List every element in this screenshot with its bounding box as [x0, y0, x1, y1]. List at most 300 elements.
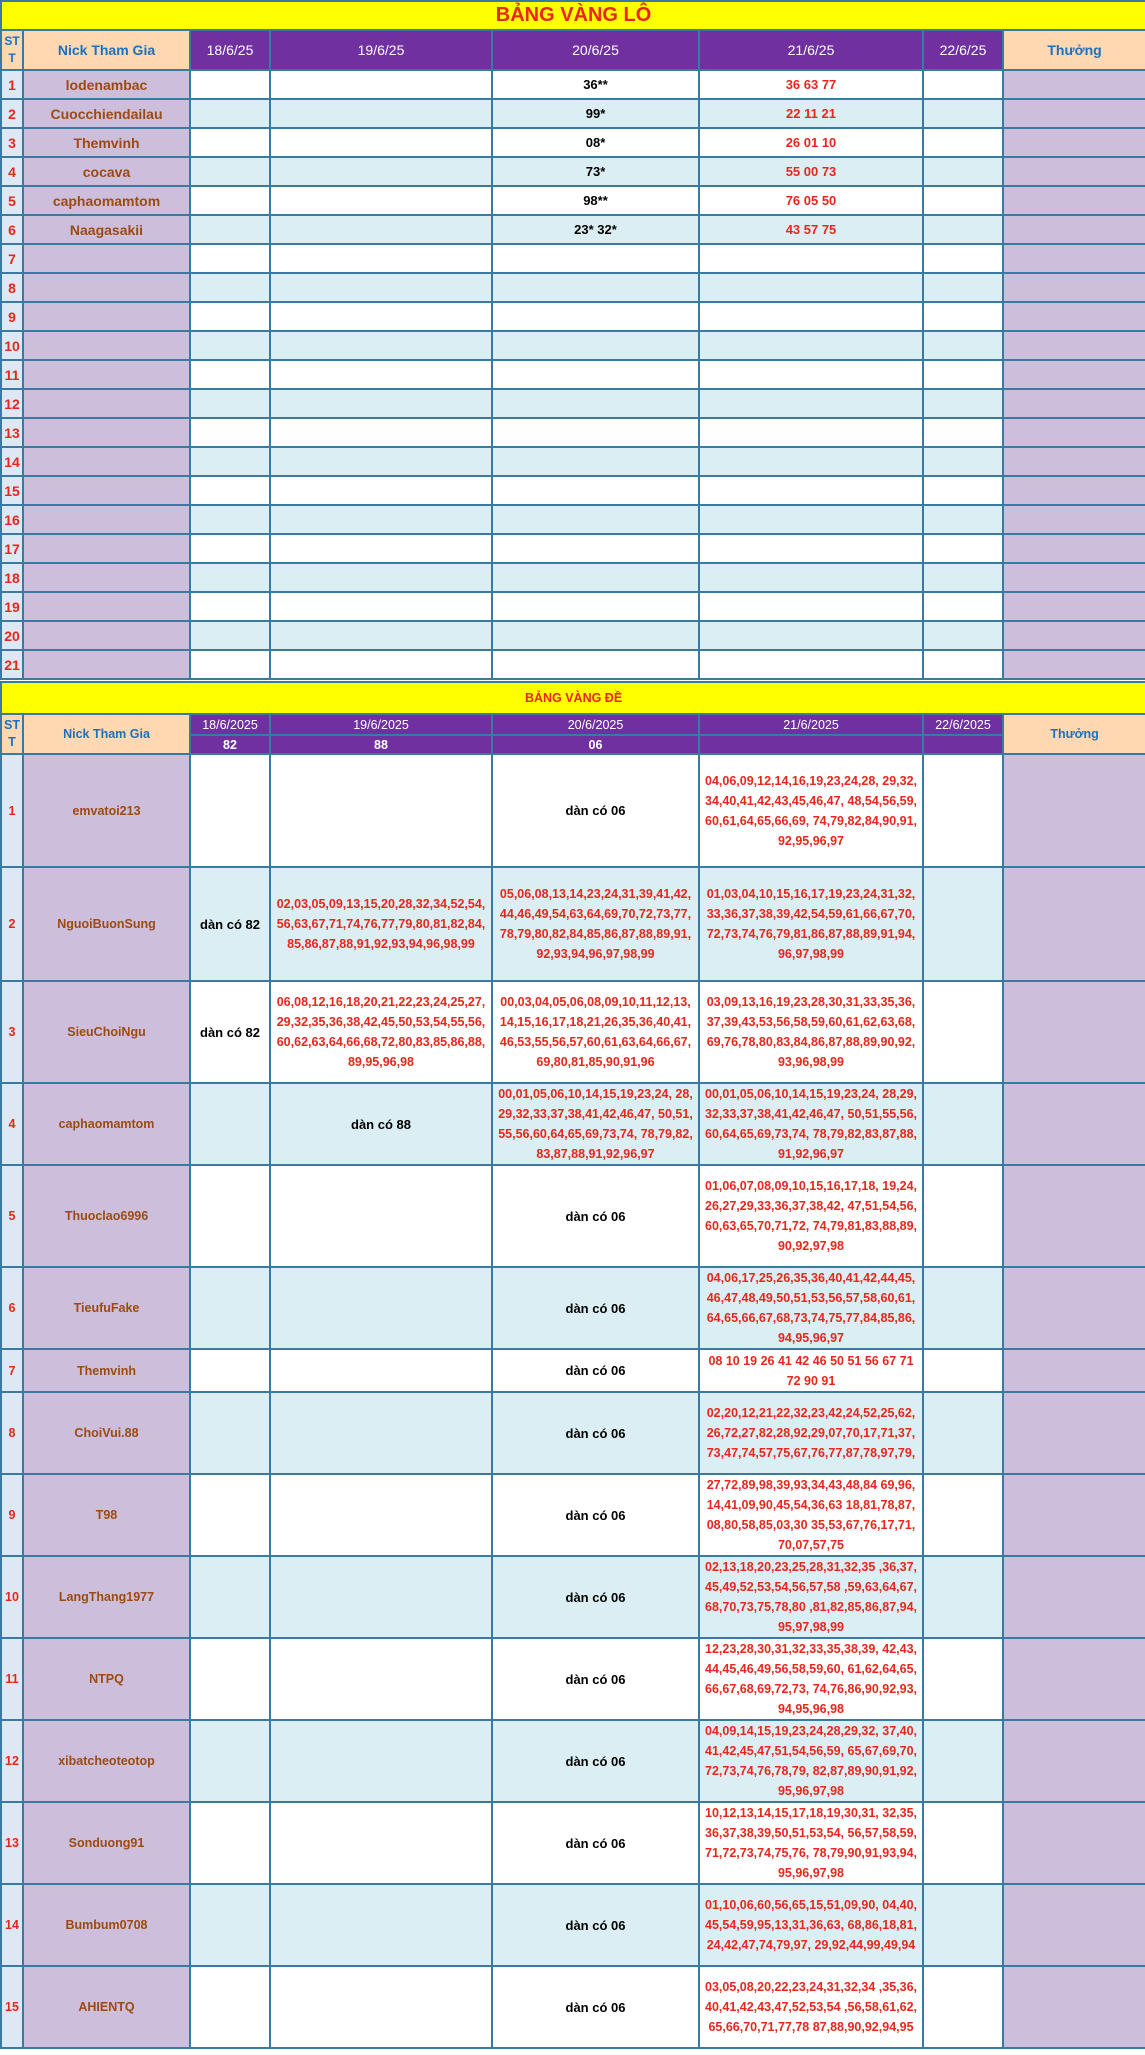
lo-cell-21 [699, 534, 923, 563]
lo-stt-cell: 6 [1, 215, 23, 244]
lo-cell-20 [492, 331, 699, 360]
de-cell-18 [190, 1392, 270, 1474]
lo-stt-cell: 18 [1, 563, 23, 592]
lo-cell-19 [270, 418, 492, 447]
de-table-row [1, 1474, 1145, 1556]
lo-cell-18 [190, 621, 270, 650]
de-date-header: 22/6/2025 [923, 714, 1003, 735]
lo-date-header: 21/6/25 [699, 30, 923, 70]
lo-table-row [1, 302, 1145, 331]
lo-cell-22 [923, 534, 1003, 563]
de-cell-18 [190, 1083, 270, 1165]
lo-cell-20 [492, 621, 699, 650]
lo-cell-20 [492, 534, 699, 563]
de-nick-cell: ChoiVui.88 [23, 1392, 190, 1474]
lo-cell-19 [270, 592, 492, 621]
lo-cell-22 [923, 592, 1003, 621]
de-cell-19 [270, 1638, 492, 1720]
lo-thuong-cell [1003, 534, 1145, 563]
lo-thuong-cell [1003, 447, 1145, 476]
de-stt-cell: 15 [1, 1966, 23, 2048]
lo-table-row [1, 621, 1145, 650]
de-stt-cell: 9 [1, 1474, 23, 1556]
de-thuong-cell [1003, 1392, 1145, 1474]
de-stt-header: ST T [1, 714, 23, 754]
de-table-row [1, 1556, 1145, 1638]
de-cell-19: dàn có 88 [270, 1083, 492, 1165]
lo-cell-20: 23* 32* [492, 215, 699, 244]
lo-cell-18 [190, 99, 270, 128]
de-stt-cell: 10 [1, 1556, 23, 1638]
lo-cell-19 [270, 621, 492, 650]
lo-cell-18 [190, 534, 270, 563]
de-cell-18 [190, 1474, 270, 1556]
lo-cell-19 [270, 505, 492, 534]
lo-nick-cell [23, 447, 190, 476]
de-rows [1, 754, 1145, 2048]
lo-cell-20: 73* [492, 157, 699, 186]
de-thuong-cell [1003, 754, 1145, 867]
de-cell-19 [270, 1720, 492, 1802]
lo-stt-header: ST T [1, 30, 23, 70]
de-thuong-cell [1003, 1802, 1145, 1884]
de-cell-22 [923, 1083, 1003, 1165]
de-cell-22 [923, 981, 1003, 1083]
lo-stt-cell: 11 [1, 360, 23, 389]
de-nick-cell: emvatoi213 [23, 754, 190, 867]
lo-cell-19 [270, 215, 492, 244]
lo-cell-20 [492, 505, 699, 534]
lo-cell-18 [190, 331, 270, 360]
lo-thuong-cell [1003, 389, 1145, 418]
de-cell-20: dàn có 06 [492, 1802, 699, 1884]
lo-cell-22 [923, 273, 1003, 302]
lo-cell-21: 43 57 75 [699, 215, 923, 244]
de-cell-20: dàn có 06 [492, 1884, 699, 1966]
de-cell-22 [923, 1802, 1003, 1884]
de-nick-cell: Sonduong91 [23, 1802, 190, 1884]
de-cell-19 [270, 1349, 492, 1392]
de-cell-19 [270, 754, 492, 867]
lo-cell-21: 22 11 21 [699, 99, 923, 128]
lo-cell-20: 99* [492, 99, 699, 128]
lo-nick-cell: Naagasakii [23, 215, 190, 244]
de-cell-22 [923, 1349, 1003, 1392]
lo-cell-19 [270, 157, 492, 186]
lo-nick-cell [23, 592, 190, 621]
de-nick-header: Nick Tham Gia [23, 714, 190, 754]
lo-cell-21 [699, 360, 923, 389]
de-cell-20: dàn có 06 [492, 1392, 699, 1474]
lo-cell-18 [190, 389, 270, 418]
lo-stt-cell: 9 [1, 302, 23, 331]
lo-cell-22 [923, 621, 1003, 650]
lo-cell-20 [492, 476, 699, 505]
lo-nick-cell [23, 360, 190, 389]
de-title: BẢNG VÀNG ĐỀ [1, 682, 1145, 714]
lo-title: BẢNG VÀNG LÔ [1, 1, 1145, 30]
de-cell-21: 04,09,14,15,19,23,24,28,29,32, 37,40,41,42,45,47,51,54,56,59, 65,67,69,70,72,73,74,76,78,79, 82,87,89,90,91,92,95,96,97,98 [699, 1720, 923, 1802]
de-nick-cell: LangThang1977 [23, 1556, 190, 1638]
de-cell-22 [923, 754, 1003, 867]
lo-thuong-cell [1003, 418, 1145, 447]
de-thuong-cell [1003, 1966, 1145, 2048]
lo-stt-cell: 3 [1, 128, 23, 157]
de-cell-22 [923, 1884, 1003, 1966]
lo-cell-19 [270, 650, 492, 679]
lo-cell-21 [699, 621, 923, 650]
de-nick-cell: Thuoclao6996 [23, 1165, 190, 1267]
de-table-row [1, 981, 1145, 1083]
lo-cell-19 [270, 476, 492, 505]
de-table-row [1, 1720, 1145, 1802]
de-stt-cell: 13 [1, 1802, 23, 1884]
de-cell-19 [270, 1884, 492, 1966]
lo-cell-21: 26 01 10 [699, 128, 923, 157]
lo-cell-22 [923, 157, 1003, 186]
lo-stt-cell: 14 [1, 447, 23, 476]
lo-table-row [1, 505, 1145, 534]
lo-cell-21 [699, 447, 923, 476]
lo-cell-18 [190, 563, 270, 592]
de-cell-21: 02,20,12,21,22,32,23,42,24,52,25,62, 26,72,27,82,28,92,29,07,70,17,71,37, 73,47,74,57,75,67,76,77,87,78,97,79, [699, 1392, 923, 1474]
de-cell-21: 03,05,08,20,22,23,24,31,32,34 ,35,36,40,41,42,43,47,52,53,54 ,56,58,61,62,65,66,70,71,77,78 87,88,90,92,94,95 [699, 1966, 923, 2048]
de-cell-20: dàn có 06 [492, 1556, 699, 1638]
de-nick-cell: TieufuFake [23, 1267, 190, 1349]
lo-stt-cell: 10 [1, 331, 23, 360]
lo-rows [1, 70, 1145, 679]
lo-nick-cell [23, 476, 190, 505]
lo-cell-18 [190, 215, 270, 244]
lo-nick-cell: Cuocchiendailau [23, 99, 190, 128]
lo-stt-cell: 2 [1, 99, 23, 128]
de-thuong-cell [1003, 1556, 1145, 1638]
de-cell-22 [923, 867, 1003, 981]
de-thuong-cell [1003, 1638, 1145, 1720]
lo-cell-21 [699, 592, 923, 621]
lo-cell-21: 76 05 50 [699, 186, 923, 215]
de-cell-20: 00,01,05,06,10,14,15,19,23,24, 28,29,32,33,37,38,41,42,46,47, 50,51,55,56,60,64,65,69,73,74, 78,79,82,83,87,88,91,92,96,97 [492, 1083, 699, 1165]
de-stt-cell: 2 [1, 867, 23, 981]
lo-cell-20: 98** [492, 186, 699, 215]
lo-nick-cell [23, 302, 190, 331]
lo-thuong-cell [1003, 650, 1145, 679]
de-result: 82 [190, 735, 270, 754]
lo-stt-cell: 7 [1, 244, 23, 273]
lo-thuong-cell [1003, 302, 1145, 331]
de-cell-21: 04,06,17,25,26,35,36,40,41,42,44,45, 46,47,48,49,50,51,53,56,57,58,60,61, 64,65,66,67,68,73,74,75,77,84,85,86, 94,95,96,97 [699, 1267, 923, 1349]
lo-nick-cell [23, 418, 190, 447]
de-nick-cell: caphaomamtom [23, 1083, 190, 1165]
lo-thuong-cell [1003, 99, 1145, 128]
lo-stt-cell: 13 [1, 418, 23, 447]
de-cell-20: dàn có 06 [492, 1966, 699, 2048]
lo-nick-cell: lodenambac [23, 70, 190, 99]
lo-thuong-cell [1003, 215, 1145, 244]
de-thuong-cell [1003, 1720, 1145, 1802]
de-thuong-cell [1003, 1165, 1145, 1267]
de-stt-cell: 7 [1, 1349, 23, 1392]
de-stt-cell: 1 [1, 754, 23, 867]
de-nick-cell: Bumbum0708 [23, 1884, 190, 1966]
lo-cell-21 [699, 418, 923, 447]
lo-cell-21 [699, 389, 923, 418]
de-stt-cell: 11 [1, 1638, 23, 1720]
lo-nick-cell [23, 650, 190, 679]
lo-cell-22 [923, 505, 1003, 534]
lo-cell-18 [190, 447, 270, 476]
lo-table-row [1, 331, 1145, 360]
lo-cell-18 [190, 128, 270, 157]
de-stt-cell: 5 [1, 1165, 23, 1267]
lo-thuong-cell [1003, 360, 1145, 389]
de-cell-18 [190, 1267, 270, 1349]
de-result: 06 [492, 735, 699, 754]
lo-table-row [1, 157, 1145, 186]
lo-cell-19 [270, 389, 492, 418]
de-thuong-cell [1003, 1267, 1145, 1349]
de-table-row [1, 1392, 1145, 1474]
lo-cell-18 [190, 70, 270, 99]
lo-thuong-cell [1003, 505, 1145, 534]
de-thuong-cell [1003, 981, 1145, 1083]
lo-table-row [1, 128, 1145, 157]
de-cell-18: dàn có 82 [190, 867, 270, 981]
de-cell-18 [190, 1165, 270, 1267]
lo-thuong-cell [1003, 244, 1145, 273]
de-cell-21: 03,09,13,16,19,23,28,30,31,33,35,36, 37,39,43,53,56,58,59,60,61,62,63,68, 69,76,78,80,83,84,86,87,88,89,90,92, 93,96,98,99 [699, 981, 923, 1083]
lo-date-header: 18/6/25 [190, 30, 270, 70]
lo-cell-18 [190, 476, 270, 505]
de-result: 88 [270, 735, 492, 754]
lo-nick-cell [23, 534, 190, 563]
lo-cell-18 [190, 650, 270, 679]
lo-stt-cell: 17 [1, 534, 23, 563]
lo-stt-cell: 16 [1, 505, 23, 534]
de-nick-cell: AHIENTQ [23, 1966, 190, 2048]
de-cell-21: 08 10 19 26 41 42 46 50 51 56 67 71 72 90 91 [699, 1349, 923, 1392]
lo-table-row [1, 186, 1145, 215]
de-date-header: 19/6/2025 [270, 714, 492, 735]
lo-nick-cell [23, 331, 190, 360]
lo-cell-18 [190, 157, 270, 186]
lo-cell-22 [923, 360, 1003, 389]
lo-cell-19 [270, 128, 492, 157]
de-cell-21: 10,12,13,14,15,17,18,19,30,31, 32,35,36,37,38,39,50,51,53,54, 56,57,58,59,71,72,73,74,75,76, 78,79,90,91,93,94,95,96,97,98 [699, 1802, 923, 1884]
lo-cell-22 [923, 70, 1003, 99]
de-cell-21: 01,03,04,10,15,16,17,19,23,24,31,32, 33,36,37,38,39,42,54,59,61,66,67,70, 72,73,74,76,79,81,86,87,88,89,91,94, 96,97,98,99 [699, 867, 923, 981]
de-cell-19: 02,03,05,09,13,15,20,28,32,34,52,54, 56,63,67,71,74,76,77,79,80,81,82,84, 85,86,87,88,91,92,93,94,96,98,99 [270, 867, 492, 981]
lo-thuong-cell [1003, 70, 1145, 99]
lo-nick-cell [23, 621, 190, 650]
lo-stt-cell: 8 [1, 273, 23, 302]
lo-cell-18 [190, 592, 270, 621]
lo-table-row [1, 534, 1145, 563]
lo-cell-18 [190, 273, 270, 302]
de-cell-19: 06,08,12,16,18,20,21,22,23,24,25,27, 29,32,35,36,38,42,45,50,53,54,55,56, 60,62,63,64,66,68,72,80,83,85,86,88, 89,95,96,98 [270, 981, 492, 1083]
lo-table-row [1, 99, 1145, 128]
de-stt-cell: 14 [1, 1884, 23, 1966]
de-cell-19 [270, 1556, 492, 1638]
lo-cell-20: 08* [492, 128, 699, 157]
de-cell-20: dàn có 06 [492, 1165, 699, 1267]
lo-cell-20 [492, 273, 699, 302]
de-cell-21: 27,72,89,98,39,93,34,43,48,84 69,96,14,41,09,90,45,54,36,63 18,81,78,87,08,80,58,85,03,30 35,53,67,76,17,71,70,07,57,75 [699, 1474, 923, 1556]
de-cell-18 [190, 1720, 270, 1802]
de-table-row [1, 1966, 1145, 2048]
de-thuong-cell [1003, 1083, 1145, 1165]
de-stt-cell: 4 [1, 1083, 23, 1165]
lo-cell-22 [923, 128, 1003, 157]
lo-cell-19 [270, 273, 492, 302]
lo-date-header: 20/6/25 [492, 30, 699, 70]
de-result [699, 735, 923, 754]
lo-cell-20 [492, 563, 699, 592]
de-date-header: 20/6/2025 [492, 714, 699, 735]
lo-stt-cell: 20 [1, 621, 23, 650]
de-cell-19 [270, 1267, 492, 1349]
lo-stt-cell: 21 [1, 650, 23, 679]
lo-date-header: 19/6/25 [270, 30, 492, 70]
lo-cell-21 [699, 505, 923, 534]
lo-thuong-cell [1003, 157, 1145, 186]
de-cell-22 [923, 1556, 1003, 1638]
de-cell-18 [190, 754, 270, 867]
de-table [0, 681, 1145, 2049]
lo-nick-cell: Themvinh [23, 128, 190, 157]
lo-date-header: 22/6/25 [923, 30, 1003, 70]
lo-thuong-cell [1003, 476, 1145, 505]
de-table-row [1, 1802, 1145, 1884]
lo-cell-18 [190, 505, 270, 534]
de-cell-20: dàn có 06 [492, 1720, 699, 1802]
lo-thuong-cell [1003, 592, 1145, 621]
de-cell-20: 05,06,08,13,14,23,24,31,39,41,42, 44,46,49,54,63,64,69,70,72,73,77, 78,79,80,82,84,85,86,87,88,89,91, 92,93,94,96,97,98,99 [492, 867, 699, 981]
lo-thuong-cell [1003, 621, 1145, 650]
de-cell-21: 04,06,09,12,14,16,19,23,24,28, 29,32,34,40,41,42,43,45,46,47, 48,54,56,59,60,61,64,65,66,69, 74,79,82,84,90,91,92,95,96,97 [699, 754, 923, 867]
lo-table-row [1, 650, 1145, 679]
lo-cell-19 [270, 563, 492, 592]
lo-cell-20 [492, 360, 699, 389]
lo-nick-cell: caphaomamtom [23, 186, 190, 215]
de-cell-19 [270, 1966, 492, 2048]
de-cell-18 [190, 1884, 270, 1966]
de-cell-18 [190, 1556, 270, 1638]
lo-cell-19 [270, 244, 492, 273]
lo-table [0, 0, 1145, 680]
de-table-row [1, 754, 1145, 867]
lo-table-row [1, 215, 1145, 244]
de-cell-22 [923, 1720, 1003, 1802]
de-cell-20: dàn có 06 [492, 1267, 699, 1349]
de-cell-22 [923, 1638, 1003, 1720]
lo-cell-18 [190, 244, 270, 273]
lo-thuong-header: Thưởng [1003, 30, 1145, 70]
lo-cell-20 [492, 418, 699, 447]
lo-cell-20 [492, 244, 699, 273]
lo-cell-19 [270, 331, 492, 360]
de-cell-18 [190, 1802, 270, 1884]
de-cell-18 [190, 1966, 270, 2048]
de-stt-cell: 12 [1, 1720, 23, 1802]
de-cell-18: dàn có 82 [190, 981, 270, 1083]
de-nick-cell: T98 [23, 1474, 190, 1556]
lo-nick-cell [23, 505, 190, 534]
lo-cell-20 [492, 650, 699, 679]
de-result [923, 735, 1003, 754]
lo-nick-cell [23, 244, 190, 273]
lo-cell-20 [492, 389, 699, 418]
de-thuong-cell [1003, 1349, 1145, 1392]
lo-cell-18 [190, 418, 270, 447]
lo-cell-21 [699, 331, 923, 360]
lo-table-row [1, 244, 1145, 273]
de-cell-20: 00,03,04,05,06,08,09,10,11,12,13, 14,15,16,17,18,21,26,35,36,40,41, 46,53,55,56,57,60,61,63,64,66,67, 69,80,81,85,90,91,96 [492, 981, 699, 1083]
lo-table-row [1, 70, 1145, 99]
lo-nick-cell [23, 563, 190, 592]
lo-cell-22 [923, 476, 1003, 505]
de-date-header: 18/6/2025 [190, 714, 270, 735]
lo-cell-21 [699, 476, 923, 505]
de-table-row [1, 1165, 1145, 1267]
lo-table-row [1, 447, 1145, 476]
lo-thuong-cell [1003, 128, 1145, 157]
de-thuong-header: Thưởng [1003, 714, 1145, 754]
de-cell-19 [270, 1802, 492, 1884]
lo-table-row [1, 273, 1145, 302]
lo-cell-22 [923, 563, 1003, 592]
de-cell-19 [270, 1392, 492, 1474]
lo-cell-21 [699, 244, 923, 273]
lo-cell-20: 36** [492, 70, 699, 99]
de-cell-21: 01,10,06,60,56,65,15,51,09,90, 04,40,45,54,59,95,13,31,36,63, 68,86,18,81,24,42,47,74,79,97, 29,92,44,99,49,94 [699, 1884, 923, 1966]
de-cell-20: dàn có 06 [492, 1349, 699, 1392]
lo-cell-22 [923, 650, 1003, 679]
de-cell-20: dàn có 06 [492, 754, 699, 867]
lo-table-row [1, 418, 1145, 447]
lo-cell-22 [923, 418, 1003, 447]
lo-cell-22 [923, 186, 1003, 215]
lo-cell-20 [492, 592, 699, 621]
de-table-row [1, 1083, 1145, 1165]
lo-cell-21: 55 00 73 [699, 157, 923, 186]
de-cell-20: dàn có 06 [492, 1638, 699, 1720]
de-cell-20: dàn có 06 [492, 1474, 699, 1556]
de-stt-cell: 6 [1, 1267, 23, 1349]
de-thuong-cell [1003, 867, 1145, 981]
lo-cell-19 [270, 186, 492, 215]
lo-cell-18 [190, 360, 270, 389]
lo-cell-19 [270, 70, 492, 99]
de-cell-18 [190, 1349, 270, 1392]
lo-cell-22 [923, 389, 1003, 418]
lo-cell-18 [190, 186, 270, 215]
de-cell-21: 02,13,18,20,23,25,28,31,32,35 ,36,37,45,49,52,53,54,56,57,58 ,59,63,64,67,68,70,73,75,78,80 ,81,82,85,86,87,94,95,97,98,99 [699, 1556, 923, 1638]
lo-stt-cell: 1 [1, 70, 23, 99]
de-table-row [1, 1638, 1145, 1720]
lo-nick-cell [23, 273, 190, 302]
de-cell-21: 01,06,07,08,09,10,15,16,17,18, 19,24,26,27,29,33,36,37,38,42, 47,51,54,56,60,63,65,70,71,72, 74,79,81,83,88,89,90,92,97,98 [699, 1165, 923, 1267]
lo-cell-22 [923, 215, 1003, 244]
lo-stt-cell: 4 [1, 157, 23, 186]
lo-stt-cell: 15 [1, 476, 23, 505]
lo-cell-19 [270, 447, 492, 476]
de-nick-cell: SieuChoiNgu [23, 981, 190, 1083]
lo-thuong-cell [1003, 563, 1145, 592]
lo-thuong-cell [1003, 331, 1145, 360]
lo-table-row [1, 476, 1145, 505]
lo-cell-19 [270, 302, 492, 331]
